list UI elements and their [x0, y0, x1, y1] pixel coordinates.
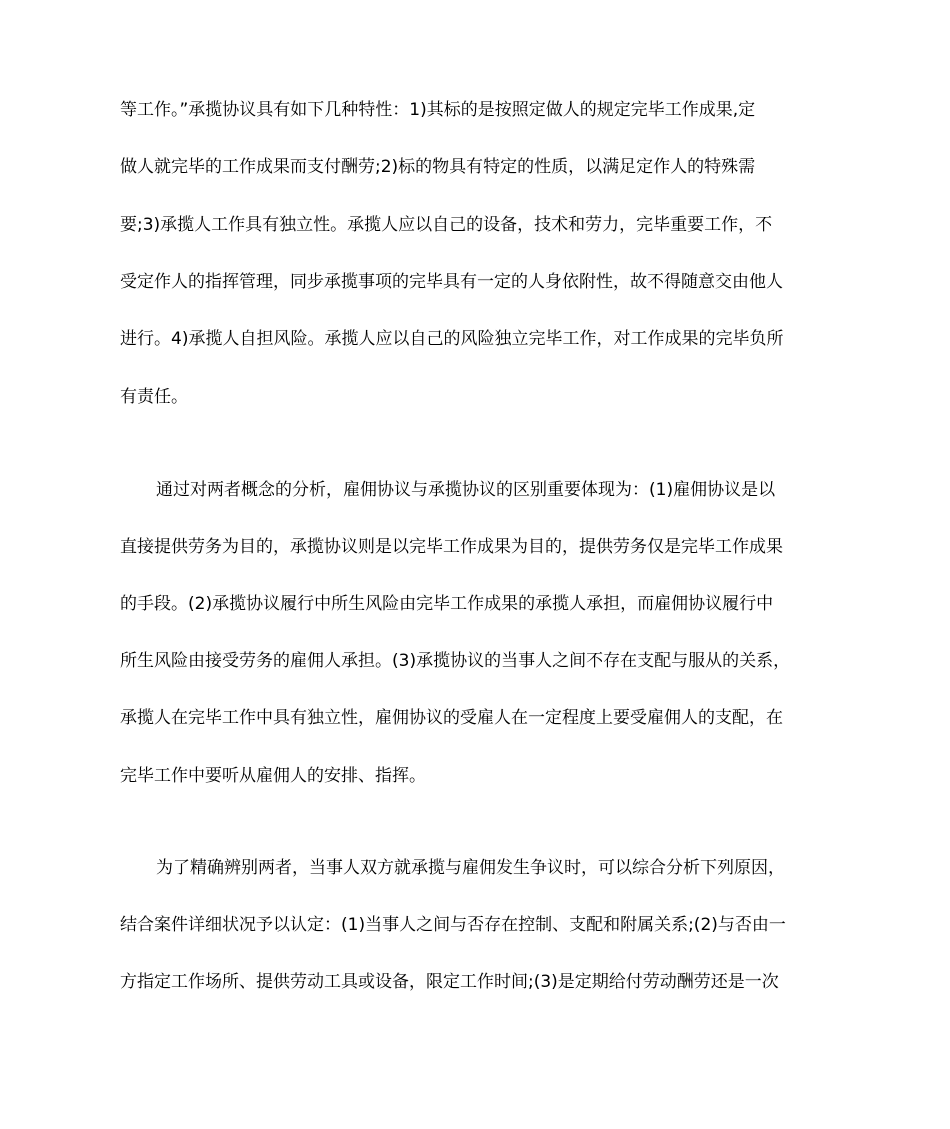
- text-line: 完毕工作中要听从雇佣人的安排、指挥。: [120, 766, 426, 786]
- text-line: 方指定工作场所、提供劳动工具或设备，限定工作时间;(3)是定期给付劳动酬劳还是一次: [120, 972, 779, 992]
- text-line: 做人就完毕的工作成果而支付酬劳;2)标的物具有特定的性质，以满足定作人的特殊需: [120, 157, 756, 177]
- text-line: 为了精确辨别两者，当事人双方就承揽与雇佣发生争议时，可以综合分析下列原因，: [156, 858, 785, 878]
- text-line: 等工作。”承揽协议具有如下几种特性：1)其标的是按照定做人的规定完毕工作成果,定: [120, 100, 756, 120]
- text-line: 通过对两者概念的分析，雇佣协议与承揽协议的区别重要体现为：(1)雇佣协议是以: [156, 480, 776, 500]
- text-line: 要;3)承揽人工作具有独立性。承揽人应以自己的设备，技术和劳力，完毕重要工作，不: [120, 215, 773, 235]
- text-line: 所生风险由接受劳务的雇佣人承担。(3)承揽协议的当事人之间不存在支配与服从的关系，: [120, 651, 791, 671]
- text-line: 受定作人的指挥管理，同步承揽事项的完毕具有一定的人身依附性，故不得随意交由他人: [120, 272, 783, 292]
- text-line: 有责任。: [120, 387, 188, 407]
- text-line: 进行。4)承揽人自担风险。承揽人应以自己的风险独立完毕工作，对工作成果的完毕负所: [120, 329, 784, 349]
- text-line: 直接提供劳务为目的，承揽协议则是以完毕工作成果为目的，提供劳务仅是完毕工作成果: [120, 537, 783, 557]
- text-line: 的手段。(2)承揽协议履行中所生风险由完毕工作成果的承揽人承担，而雇佣协议履行中: [120, 594, 774, 614]
- text-line: 承揽人在完毕工作中具有独立性，雇佣协议的受雇人在一定程度上要受雇佣人的支配，在: [120, 708, 783, 728]
- text-line: 结合案件详细状况予以认定：(1)当事人之间与否存在控制、支配和附属关系;(2)与否由一: [120, 915, 786, 935]
